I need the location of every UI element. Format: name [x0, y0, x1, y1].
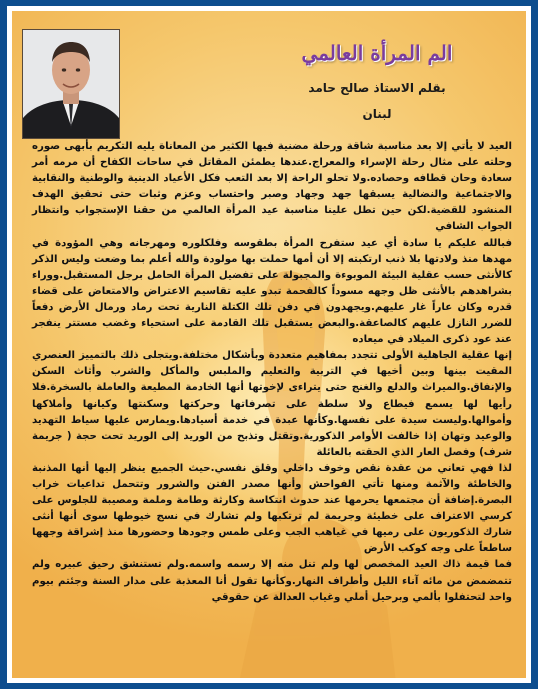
article-paragraph: العيد لا يأتي إلا بعد مناسبة شاقة ورحلة مضنية فيها الكثير من المعاناة يليه التكريم بأبهى صوره وحلته على مثال رحلة الإسراء والمعراج.عندها يطمئن المقاتل في ساحات الكفاح أن مرمه أمر سعادة وحان قطافه وحصاده.ولا تحلو الراحة إلا بعد التعب فكل الأعياد الدينية والوطنية والنقابية والاجتماعية والنضالية يسبقها جهد وجهاد وصبر واحتساب وعزم وثبات حتى تحقيق الهدف المنشود للقضية.لكن حين تطل علينا مناسبة عيد المرأة العالمي من حقنا الإستجواب وانتظار الجواب الشافي: [32, 141, 512, 233]
article-paragraph: إنها عقلية الجاهلية الأولى تتجدد بمفاهيم متعددة وبأشكال مختلفة.ويتجلى ذلك بالتمييز العنصري المقيت بينها وبين أخيها في التربية والتعليم والملبس والمأكل والشرب وأثاث السكن والإنفاق.والميراث والدلع والغنج حتى يتراءى لإخوتها أنها الخادمة المطيعة والعاملة بالسخرة.فلا رأيها لها يسمع فيطاع ولا سلطة على تصرفاتها وحركتها وسكنتها وكيانها وأملاكها وأموالها.وليست سيدة على نفسها.وكأنها عبدة في خدمة أسيادها.ويمارس عليها سياط التهديد والوعيد وتهان إذا خالفت الأوامر الذكورية.وتقتل وتذبح من الوريد إلى الوريد تحت حجة ( جريمة شرف) وفصل العار الذي الحقته بالعائلة: [32, 350, 512, 458]
author-byline: بقلم الاستاذ صالح حامد: [308, 81, 446, 95]
author-country: لبنان: [362, 107, 392, 121]
article-title: الم المرأة العالمي: [301, 41, 453, 65]
author-portrait-image: [23, 30, 119, 138]
article-body: [32, 139, 512, 606]
author-photo: [22, 29, 120, 139]
article-paragraph: لذا فهي تعاني من عقدة نقص وخوف داخلي وقلق نفسي.حيث الجميع ينظر إليها أنها المذنبة والخاطئة والآثمة ومنها تأتي الفواحش وأنها مصدر الفتن والشرور وتتحمل تداعيات خراب البصرة.إضافة أن مجتمعها يحرمها عند حدوث انتكاسة وكارثة وطامة وملمة ومصيبة للجلوس على كرسي الاعتراف على خطيئة وجريمة لم ترتكبها ولم تشارك في نسج خيوطها سوى أنها أنثى شارك الذكوريون على رميها في غياهب الجب وعلى طمس وجودها وحضورها منذ إشراقة وجهها ساطعاً على وجه كوكب الأرض: [32, 462, 512, 555]
article-paragraph: فبالله عليكم يا سادة أي عيد ستفرح المرأة بطقوسه وفلكلوره ومهرجانه وهي المؤودة في مهدها منذ ولادتها بلا ذنب ارتكبته إلا أن أمها حملت بها مولودة والله أعلم بما وضعت وليس الذكر كالأنثى حسب عقلية البيئة الموبوءة والمجبولة على تفضيل المرأة الحامل برجل المستقبل.ووراء بشراهدهم بالأنثى ظل وجهه مسوداً كالفحمة تبدو عليه تقاسيم الاعتراض والامتعاض على قضاء قدره وكان عاراً غار عليهم.ويجهدون في دفن تلك الكتلة النارية تحت رماد ورمال الأرض دفعاً للضرر النازل عليهم كالصاعقة.والبعض يستقبل تلك القادمة على استحياء وغضب مستتر ينفجر عند عود ذكرى الميلاد في ميعاده: [32, 237, 512, 346]
poster-page: [12, 11, 526, 678]
article-paragraph: فما قيمة ذاك العيد المخصص لها ولم تنل منه إلا رسمه واسمه.ولم تستنشق رحيق عبيره ولم تتمضمض من مائه آناء الليل وأطراف النهار.وكأنها تقول أنا المعذبة على مدار السنة وجئتم بيوم واحد لتحتفلوا بألمي وبرحيل أملي وغياب العدالة عن حقوقي: [32, 559, 512, 603]
